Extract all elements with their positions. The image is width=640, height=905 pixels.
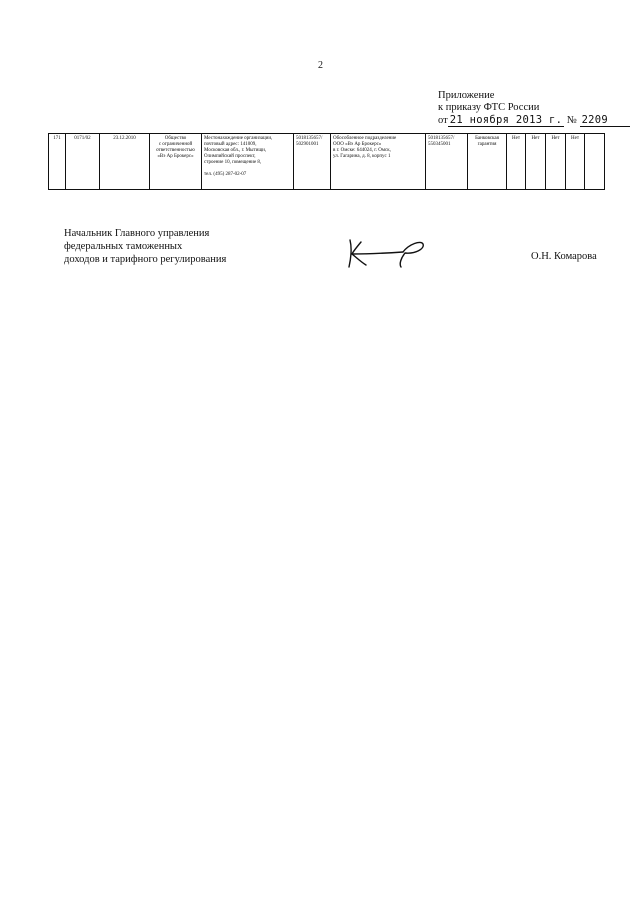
appendix-header — [438, 90, 630, 127]
appendix-order-ref: к приказу ФТС России — [438, 102, 540, 113]
cell-org-inn-kpp: 5018135657/ 502901001 — [294, 134, 331, 190]
cell-flag-a: Нет — [507, 134, 526, 190]
appendix-number: 2209 — [580, 114, 630, 127]
signatory-name: О.Н. Комарова — [531, 251, 597, 262]
appendix-date-prefix: от — [438, 115, 448, 126]
cell-guarantee: Банковская гарантия — [468, 134, 507, 190]
cell-flag-b: Нет — [526, 134, 546, 190]
appendix-title: Приложение — [438, 90, 495, 101]
page-number: 2 — [318, 60, 323, 71]
cell-branch: Обособленное подразделение ООО «Вэ Ар Брокерс» в г. Омске: 644024, г. Омск, ул. Гагарина, д. 8, корпус 1 — [331, 134, 426, 190]
signatory-title-line1: Начальник Главного управления — [64, 228, 210, 239]
signatory-title-line2: федеральных таможенных — [64, 241, 183, 252]
signatory-title-line3: доходов и тарифного регулирования — [64, 254, 227, 265]
cell-reg-number: 0171/02 — [66, 134, 100, 190]
cell-org-name: Общество с ограниченной ответственностью «Вэ Ар Брокерс» — [150, 134, 202, 190]
table-row — [49, 134, 605, 190]
registry-table — [48, 133, 605, 190]
handwritten-signature — [343, 236, 433, 272]
signatory-title — [64, 227, 226, 266]
appendix-number-sign: № — [566, 115, 577, 126]
appendix-date: 21 ноября 2013 г. — [449, 114, 563, 126]
cell-row-number: 171 — [49, 134, 66, 190]
cell-flag-c: Нет — [546, 134, 566, 190]
cell-org-address: Местонахождение организации, почтовый адрес: 141009, Московская обл., г. Мытищи, Олимпийский проспект, строение 10, помещение 8, тел. (495) 287-02-07 — [202, 134, 294, 190]
cell-flag-d: Нет — [566, 134, 585, 190]
cell-date: 23.12.2010 — [100, 134, 150, 190]
appendix-date-line — [438, 115, 630, 126]
cell-flag-e — [585, 134, 605, 190]
cell-branch-inn-kpp: 5018135657/ 550345001 — [426, 134, 468, 190]
